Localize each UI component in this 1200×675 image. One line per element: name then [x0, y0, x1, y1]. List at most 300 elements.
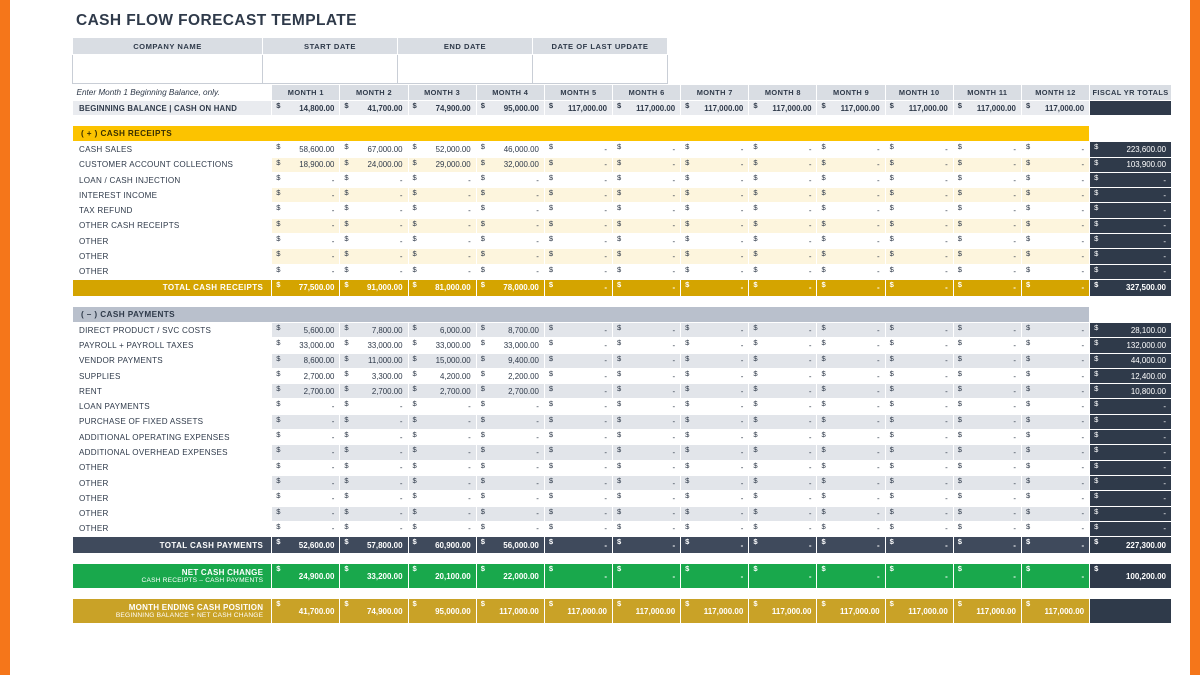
- receipts-cell-m8[interactable]: $ -: [749, 264, 817, 279]
- payments-cell-m5[interactable]: $ -: [544, 430, 612, 445]
- payments-cell-m6[interactable]: $ -: [613, 506, 681, 521]
- payments-cell-m1[interactable]: $ 2,700.00: [272, 384, 340, 399]
- payments-cell-m11[interactable]: $ -: [953, 399, 1021, 414]
- payments-cell-m5[interactable]: $ -: [544, 460, 612, 475]
- payments-cell-m2[interactable]: $ 2,700.00: [340, 384, 408, 399]
- receipts-cell-m1[interactable]: $ 18,900.00: [272, 157, 340, 172]
- receipts-cell-m11[interactable]: $ -: [953, 142, 1021, 157]
- payments-cell-m12[interactable]: $ -: [1021, 414, 1089, 429]
- payments-cell-m7[interactable]: $ -: [681, 338, 749, 353]
- payments-cell-m4[interactable]: $ -: [476, 491, 544, 506]
- beginning-balance-m1[interactable]: $ 14,800.00: [272, 101, 340, 116]
- total-payments-m9: $ -: [817, 537, 885, 554]
- receipts-cell-m12[interactable]: $ -: [1021, 142, 1089, 157]
- receipts-cell-m3[interactable]: $ -: [408, 218, 476, 233]
- payments-cell-m2[interactable]: $ -: [340, 491, 408, 506]
- payments-cell-m12[interactable]: $ -: [1021, 506, 1089, 521]
- receipts-cell-m5[interactable]: $ -: [544, 172, 612, 187]
- payments-cell-m8[interactable]: $ -: [749, 430, 817, 445]
- payments-cell-m7[interactable]: $ -: [681, 399, 749, 414]
- payments-cell-m11[interactable]: $ -: [953, 445, 1021, 460]
- payments-cell-m5[interactable]: $ -: [544, 368, 612, 383]
- receipts-cell-m3[interactable]: $ 52,000.00: [408, 142, 476, 157]
- payments-cell-m6[interactable]: $ -: [613, 445, 681, 460]
- receipts-cell-m9[interactable]: $ -: [817, 188, 885, 203]
- receipts-cell-m1[interactable]: $ -: [272, 188, 340, 203]
- payments-cell-m8[interactable]: $ -: [749, 384, 817, 399]
- payments-row: [73, 353, 1172, 368]
- payments-cell-m9[interactable]: $ -: [817, 491, 885, 506]
- payments-cell-m2[interactable]: $ -: [340, 460, 408, 475]
- total-payments-m2: $ 57,800.00: [340, 537, 408, 554]
- payments-cell-m7[interactable]: $ -: [681, 491, 749, 506]
- payments-cell-m10[interactable]: $ -: [885, 445, 953, 460]
- payments-cell-m8[interactable]: $ -: [749, 475, 817, 490]
- receipts-cell-m9[interactable]: $ -: [817, 218, 885, 233]
- net-change-m1: $ 24,900.00: [272, 564, 340, 589]
- receipts-cell-m7[interactable]: $ -: [681, 188, 749, 203]
- payments-cell-m12[interactable]: $ -: [1021, 430, 1089, 445]
- beginning-balance-m5[interactable]: $ 117,000.00: [544, 101, 612, 116]
- payments-cell-m6[interactable]: $ -: [613, 338, 681, 353]
- payments-cell-m10[interactable]: $ -: [885, 322, 953, 337]
- beginning-balance-m9[interactable]: $ 117,000.00: [817, 101, 885, 116]
- receipts-cell-m11[interactable]: $ -: [953, 188, 1021, 203]
- receipts-cell-m1[interactable]: $ -: [272, 234, 340, 249]
- payments-cell-m12[interactable]: $ -: [1021, 322, 1089, 337]
- receipts-cell-m12[interactable]: $ -: [1021, 218, 1089, 233]
- payments-cell-m2[interactable]: $ -: [340, 399, 408, 414]
- receipts-cell-m6[interactable]: $ -: [613, 157, 681, 172]
- input-last-update[interactable]: [533, 55, 668, 84]
- receipts-cell-m7[interactable]: $ -: [681, 264, 749, 279]
- payments-cell-m7[interactable]: $ -: [681, 475, 749, 490]
- payments-cell-m2[interactable]: $ 7,800.00: [340, 322, 408, 337]
- payments-cell-m12[interactable]: $ -: [1021, 384, 1089, 399]
- receipts-cell-m11[interactable]: $ -: [953, 203, 1021, 218]
- receipts-cell-m1[interactable]: $ -: [272, 264, 340, 279]
- payments-cell-m6[interactable]: $ -: [613, 368, 681, 383]
- payments-cell-m5[interactable]: $ -: [544, 475, 612, 490]
- receipts-cell-m8[interactable]: $ -: [749, 157, 817, 172]
- payments-cell-m9[interactable]: $ -: [817, 506, 885, 521]
- receipts-cell-m5[interactable]: $ -: [544, 188, 612, 203]
- receipts-cell-m4[interactable]: $ -: [476, 218, 544, 233]
- payments-cell-m2[interactable]: $ 3,300.00: [340, 368, 408, 383]
- receipts-cell-m4[interactable]: $ -: [476, 203, 544, 218]
- beginning-balance-m2[interactable]: $ 41,700.00: [340, 101, 408, 116]
- receipts-cell-m12[interactable]: $ -: [1021, 157, 1089, 172]
- payments-cell-m8[interactable]: $ -: [749, 353, 817, 368]
- payments-cell-m3[interactable]: $ -: [408, 430, 476, 445]
- payments-cell-m6[interactable]: $ -: [613, 322, 681, 337]
- receipts-cell-m5[interactable]: $ -: [544, 264, 612, 279]
- payments-cell-m7[interactable]: $ -: [681, 430, 749, 445]
- receipts-cell-m2[interactable]: $ -: [340, 264, 408, 279]
- payments-cell-m3[interactable]: $ -: [408, 460, 476, 475]
- payments-cell-m4[interactable]: $ 8,700.00: [476, 322, 544, 337]
- payments-cell-m2[interactable]: $ 11,000.00: [340, 353, 408, 368]
- beginning-balance-m11[interactable]: $ 117,000.00: [953, 101, 1021, 116]
- receipts-cell-m1[interactable]: $ 58,600.00: [272, 142, 340, 157]
- payments-cell-m9[interactable]: $ -: [817, 445, 885, 460]
- receipts-cell-m11[interactable]: $ -: [953, 264, 1021, 279]
- input-company-name[interactable]: [73, 55, 263, 84]
- payments-cell-m11[interactable]: $ -: [953, 506, 1021, 521]
- payments-cell-m7[interactable]: $ -: [681, 368, 749, 383]
- receipts-cell-m2[interactable]: $ -: [340, 188, 408, 203]
- receipts-cell-m3[interactable]: $ -: [408, 249, 476, 264]
- receipts-cell-m8[interactable]: $ -: [749, 234, 817, 249]
- receipts-cell-m4[interactable]: $ -: [476, 172, 544, 187]
- receipts-cell-m7[interactable]: $ -: [681, 157, 749, 172]
- receipts-cell-m10[interactable]: $ -: [885, 249, 953, 264]
- payments-cell-m2[interactable]: $ -: [340, 521, 408, 536]
- payments-cell-m12[interactable]: $ -: [1021, 399, 1089, 414]
- receipts-cell-m1[interactable]: $ -: [272, 203, 340, 218]
- payments-cell-m8[interactable]: $ -: [749, 521, 817, 536]
- payments-cell-m7[interactable]: $ -: [681, 445, 749, 460]
- payments-cell-m6[interactable]: $ -: [613, 475, 681, 490]
- payments-cell-m3[interactable]: $ -: [408, 475, 476, 490]
- payments-cell-m9[interactable]: $ -: [817, 322, 885, 337]
- payments-cell-m4[interactable]: $ -: [476, 445, 544, 460]
- receipts-cell-m2[interactable]: $ 24,000.00: [340, 157, 408, 172]
- payments-cell-m7[interactable]: $ -: [681, 353, 749, 368]
- payments-cell-m4[interactable]: $ 9,400.00: [476, 353, 544, 368]
- payments-cell-m5[interactable]: $ -: [544, 322, 612, 337]
- payments-cell-m10[interactable]: $ -: [885, 506, 953, 521]
- payments-cell-m4[interactable]: $ -: [476, 430, 544, 445]
- payments-cell-m1[interactable]: $ -: [272, 399, 340, 414]
- receipts-row-label: CASH SALES: [73, 142, 272, 157]
- payments-cell-m1[interactable]: $ -: [272, 475, 340, 490]
- payments-cell-m10[interactable]: $ -: [885, 430, 953, 445]
- payments-cell-m5[interactable]: $ -: [544, 353, 612, 368]
- receipts-cell-m7[interactable]: $ -: [681, 203, 749, 218]
- receipts-cell-m9[interactable]: $ -: [817, 172, 885, 187]
- receipts-cell-m6[interactable]: $ -: [613, 249, 681, 264]
- payments-cell-m9[interactable]: $ -: [817, 368, 885, 383]
- payments-cell-m9[interactable]: $ -: [817, 399, 885, 414]
- payments-cell-m1[interactable]: $ -: [272, 506, 340, 521]
- payments-cell-m4[interactable]: $ -: [476, 414, 544, 429]
- receipts-cell-m8[interactable]: $ -: [749, 188, 817, 203]
- receipts-cell-m5[interactable]: $ -: [544, 157, 612, 172]
- payments-cell-m6[interactable]: $ -: [613, 384, 681, 399]
- receipts-cell-m4[interactable]: $ 46,000.00: [476, 142, 544, 157]
- payments-cell-m8[interactable]: $ -: [749, 506, 817, 521]
- receipts-cell-m10[interactable]: $ -: [885, 172, 953, 187]
- receipts-cell-m10[interactable]: $ -: [885, 142, 953, 157]
- receipts-cell-m6[interactable]: $ -: [613, 218, 681, 233]
- payments-cell-m3[interactable]: $ -: [408, 414, 476, 429]
- payments-cell-m1[interactable]: $ -: [272, 445, 340, 460]
- receipts-cell-m4[interactable]: $ -: [476, 234, 544, 249]
- payments-cell-m3[interactable]: $ -: [408, 491, 476, 506]
- payments-cell-m10[interactable]: $ -: [885, 460, 953, 475]
- receipts-cell-m9[interactable]: $ -: [817, 249, 885, 264]
- payments-cell-m11[interactable]: $ -: [953, 338, 1021, 353]
- receipts-cell-m10[interactable]: $ -: [885, 218, 953, 233]
- payments-cell-m7[interactable]: $ -: [681, 384, 749, 399]
- receipts-cell-m10[interactable]: $ -: [885, 264, 953, 279]
- payments-cell-m8[interactable]: $ -: [749, 414, 817, 429]
- payments-cell-m7[interactable]: $ -: [681, 322, 749, 337]
- receipts-cell-m11[interactable]: $ -: [953, 172, 1021, 187]
- payments-cell-m5[interactable]: $ -: [544, 384, 612, 399]
- payments-cell-m8[interactable]: $ -: [749, 368, 817, 383]
- payments-cell-m5[interactable]: $ -: [544, 521, 612, 536]
- payments-cell-m5[interactable]: $ -: [544, 506, 612, 521]
- payments-cell-m4[interactable]: $ 33,000.00: [476, 338, 544, 353]
- payments-cell-m4[interactable]: $ -: [476, 475, 544, 490]
- payments-cell-m9[interactable]: $ -: [817, 475, 885, 490]
- payments-cell-m12[interactable]: $ -: [1021, 338, 1089, 353]
- receipts-cell-m8[interactable]: $ -: [749, 249, 817, 264]
- receipts-cell-m1[interactable]: $ -: [272, 218, 340, 233]
- payments-cell-m9[interactable]: $ -: [817, 430, 885, 445]
- payments-cell-m11[interactable]: $ -: [953, 368, 1021, 383]
- beginning-balance-m4[interactable]: $ 95,000.00: [476, 101, 544, 116]
- payments-cell-m2[interactable]: $ -: [340, 475, 408, 490]
- total-payments-fy: $ 227,300.00: [1090, 537, 1172, 554]
- payments-cell-m4[interactable]: $ -: [476, 506, 544, 521]
- payments-cell-m10[interactable]: $ -: [885, 414, 953, 429]
- payments-cell-m4[interactable]: $ 2,200.00: [476, 368, 544, 383]
- payments-cell-m10[interactable]: $ -: [885, 491, 953, 506]
- receipts-cell-m5[interactable]: $ -: [544, 249, 612, 264]
- receipts-cell-m6[interactable]: $ -: [613, 172, 681, 187]
- receipts-cell-m9[interactable]: $ -: [817, 264, 885, 279]
- payments-cell-m5[interactable]: $ -: [544, 445, 612, 460]
- payments-cell-m11[interactable]: $ -: [953, 460, 1021, 475]
- payments-cell-m2[interactable]: $ 33,000.00: [340, 338, 408, 353]
- receipts-cell-m11[interactable]: $ -: [953, 234, 1021, 249]
- payments-cell-m3[interactable]: $ -: [408, 506, 476, 521]
- beginning-balance-m3[interactable]: $ 74,900.00: [408, 101, 476, 116]
- receipts-cell-m9[interactable]: $ -: [817, 234, 885, 249]
- payments-cell-m11[interactable]: $ -: [953, 475, 1021, 490]
- payments-cell-m8[interactable]: $ -: [749, 460, 817, 475]
- payments-cell-m1[interactable]: $ -: [272, 521, 340, 536]
- input-end-date[interactable]: [398, 55, 533, 84]
- payments-cell-m10[interactable]: $ -: [885, 521, 953, 536]
- payments-cell-m8[interactable]: $ -: [749, 445, 817, 460]
- payments-cell-m10[interactable]: $ -: [885, 399, 953, 414]
- payments-cell-m12[interactable]: $ -: [1021, 475, 1089, 490]
- receipts-cell-m10[interactable]: $ -: [885, 157, 953, 172]
- beginning-balance-m7[interactable]: $ 117,000.00: [681, 101, 749, 116]
- receipts-cell-m8[interactable]: $ -: [749, 203, 817, 218]
- receipts-cell-m7[interactable]: $ -: [681, 249, 749, 264]
- payments-cell-m7[interactable]: $ -: [681, 460, 749, 475]
- beginning-balance-m12[interactable]: $ 117,000.00: [1021, 101, 1089, 116]
- payments-cell-m8[interactable]: $ -: [749, 338, 817, 353]
- payments-cell-m10[interactable]: $ -: [885, 384, 953, 399]
- receipts-cell-m9[interactable]: $ -: [817, 142, 885, 157]
- payments-cell-m12[interactable]: $ -: [1021, 521, 1089, 536]
- payments-cell-m1[interactable]: $ 33,000.00: [272, 338, 340, 353]
- payments-cell-m6[interactable]: $ -: [613, 399, 681, 414]
- payments-cell-m3[interactable]: $ -: [408, 521, 476, 536]
- payments-cell-m7[interactable]: $ -: [681, 414, 749, 429]
- payments-cell-m3[interactable]: $ 15,000.00: [408, 353, 476, 368]
- payments-cell-m6[interactable]: $ -: [613, 460, 681, 475]
- receipts-cell-m4[interactable]: $ -: [476, 188, 544, 203]
- payments-cell-m9[interactable]: $ -: [817, 460, 885, 475]
- payments-cell-m5[interactable]: $ -: [544, 399, 612, 414]
- payments-cell-m9[interactable]: $ -: [817, 521, 885, 536]
- payments-cell-m12[interactable]: $ -: [1021, 353, 1089, 368]
- receipts-cell-m5[interactable]: $ -: [544, 142, 612, 157]
- receipts-cell-m6[interactable]: $ -: [613, 234, 681, 249]
- receipts-cell-m8[interactable]: $ -: [749, 172, 817, 187]
- payments-cell-m6[interactable]: $ -: [613, 521, 681, 536]
- receipts-cell-m4[interactable]: $ 32,000.00: [476, 157, 544, 172]
- beginning-balance-m10[interactable]: $ 117,000.00: [885, 101, 953, 116]
- receipts-cell-m12[interactable]: $ -: [1021, 234, 1089, 249]
- payments-cell-m6[interactable]: $ -: [613, 414, 681, 429]
- payments-cell-m3[interactable]: $ 33,000.00: [408, 338, 476, 353]
- receipts-cell-m8[interactable]: $ -: [749, 142, 817, 157]
- receipts-cell-m7[interactable]: $ -: [681, 234, 749, 249]
- payments-cell-m11[interactable]: $ -: [953, 430, 1021, 445]
- receipts-cell-m3[interactable]: $ 29,000.00: [408, 157, 476, 172]
- payments-cell-m1[interactable]: $ 5,600.00: [272, 322, 340, 337]
- receipts-cell-m3[interactable]: $ -: [408, 188, 476, 203]
- receipts-cell-m12[interactable]: $ -: [1021, 249, 1089, 264]
- payments-cell-m1[interactable]: $ 2,700.00: [272, 368, 340, 383]
- payments-cell-m9[interactable]: $ -: [817, 414, 885, 429]
- receipts-cell-m1[interactable]: $ -: [272, 249, 340, 264]
- payments-cell-m11[interactable]: $ -: [953, 491, 1021, 506]
- payments-cell-m2[interactable]: $ -: [340, 506, 408, 521]
- payments-cell-m4[interactable]: $ -: [476, 460, 544, 475]
- receipts-cell-m2[interactable]: $ -: [340, 172, 408, 187]
- receipts-cell-m6[interactable]: $ -: [613, 264, 681, 279]
- payments-cell-m1[interactable]: $ -: [272, 491, 340, 506]
- payments-cell-m3[interactable]: $ -: [408, 445, 476, 460]
- payments-cell-m11[interactable]: $ -: [953, 521, 1021, 536]
- receipts-cell-m8[interactable]: $ -: [749, 218, 817, 233]
- payments-cell-m4[interactable]: $ -: [476, 399, 544, 414]
- payments-cell-m6[interactable]: $ -: [613, 491, 681, 506]
- beginning-balance-m8[interactable]: $ 117,000.00: [749, 101, 817, 116]
- payments-cell-m2[interactable]: $ -: [340, 430, 408, 445]
- receipts-cell-m11[interactable]: $ -: [953, 249, 1021, 264]
- payments-cell-m11[interactable]: $ -: [953, 414, 1021, 429]
- payments-cell-m2[interactable]: $ -: [340, 445, 408, 460]
- receipts-cell-m10[interactable]: $ -: [885, 234, 953, 249]
- input-start-date[interactable]: [263, 55, 398, 84]
- payments-cell-m5[interactable]: $ -: [544, 491, 612, 506]
- payments-cell-m9[interactable]: $ -: [817, 384, 885, 399]
- payments-cell-m6[interactable]: $ -: [613, 430, 681, 445]
- payments-cell-m12[interactable]: $ -: [1021, 445, 1089, 460]
- receipts-cell-m11[interactable]: $ -: [953, 218, 1021, 233]
- payments-cell-m9[interactable]: $ -: [817, 353, 885, 368]
- receipts-cell-m10[interactable]: $ -: [885, 203, 953, 218]
- payments-cell-m1[interactable]: $ 8,600.00: [272, 353, 340, 368]
- row-spacer: [73, 554, 1172, 564]
- payments-cell-m7[interactable]: $ -: [681, 506, 749, 521]
- payments-cell-m3[interactable]: $ -: [408, 399, 476, 414]
- receipts-cell-m3[interactable]: $ -: [408, 203, 476, 218]
- payments-cell-m4[interactable]: $ 2,700.00: [476, 384, 544, 399]
- receipts-cell-m12[interactable]: $ -: [1021, 188, 1089, 203]
- receipts-cell-m12[interactable]: $ -: [1021, 264, 1089, 279]
- payments-cell-m11[interactable]: $ -: [953, 384, 1021, 399]
- payments-cell-m3[interactable]: $ 6,000.00: [408, 322, 476, 337]
- receipts-cell-m12[interactable]: $ -: [1021, 203, 1089, 218]
- receipts-cell-m7[interactable]: $ -: [681, 142, 749, 157]
- receipts-cell-m7[interactable]: $ -: [681, 218, 749, 233]
- payments-cell-m11[interactable]: $ -: [953, 322, 1021, 337]
- payments-cell-m4[interactable]: $ -: [476, 521, 544, 536]
- receipts-cell-m9[interactable]: $ -: [817, 157, 885, 172]
- beginning-balance-m6[interactable]: $ 117,000.00: [613, 101, 681, 116]
- payments-cell-m10[interactable]: $ -: [885, 353, 953, 368]
- payments-cell-m10[interactable]: $ -: [885, 338, 953, 353]
- receipts-cell-m6[interactable]: $ -: [613, 188, 681, 203]
- payments-cell-m1[interactable]: $ -: [272, 460, 340, 475]
- payments-cell-m6[interactable]: $ -: [613, 353, 681, 368]
- receipts-cell-m9[interactable]: $ -: [817, 203, 885, 218]
- payments-cell-m11[interactable]: $ -: [953, 353, 1021, 368]
- payments-cell-m10[interactable]: $ -: [885, 368, 953, 383]
- receipts-cell-m5[interactable]: $ -: [544, 218, 612, 233]
- payments-cell-m5[interactable]: $ -: [544, 414, 612, 429]
- receipts-cell-m5[interactable]: $ -: [544, 234, 612, 249]
- receipts-cell-m4[interactable]: $ -: [476, 249, 544, 264]
- receipts-cell-m2[interactable]: $ 67,000.00: [340, 142, 408, 157]
- receipts-cell-m2[interactable]: $ -: [340, 234, 408, 249]
- payments-cell-m8[interactable]: $ -: [749, 399, 817, 414]
- payments-cell-m2[interactable]: $ -: [340, 414, 408, 429]
- receipts-cell-m4[interactable]: $ -: [476, 264, 544, 279]
- payments-cell-m1[interactable]: $ -: [272, 430, 340, 445]
- receipts-cell-m6[interactable]: $ -: [613, 203, 681, 218]
- receipts-cell-m3[interactable]: $ -: [408, 234, 476, 249]
- payments-cell-m12[interactable]: $ -: [1021, 368, 1089, 383]
- payments-cell-m7[interactable]: $ -: [681, 521, 749, 536]
- payments-cell-m3[interactable]: $ 2,700.00: [408, 384, 476, 399]
- receipts-row: [73, 157, 1172, 172]
- payments-cell-m8[interactable]: $ -: [749, 322, 817, 337]
- payments-cell-m12[interactable]: $ -: [1021, 491, 1089, 506]
- payments-cell-m10[interactable]: $ -: [885, 475, 953, 490]
- receipts-cell-m7[interactable]: $ -: [681, 172, 749, 187]
- receipts-cell-m1[interactable]: $ -: [272, 172, 340, 187]
- receipts-cell-m5[interactable]: $ -: [544, 203, 612, 218]
- receipts-cell-m2[interactable]: $ -: [340, 218, 408, 233]
- receipts-cell-m3[interactable]: $ -: [408, 264, 476, 279]
- payments-cell-m3[interactable]: $ 4,200.00: [408, 368, 476, 383]
- payments-cell-m9[interactable]: $ -: [817, 338, 885, 353]
- receipts-cell-m3[interactable]: $ -: [408, 172, 476, 187]
- receipts-cell-m12[interactable]: $ -: [1021, 172, 1089, 187]
- receipts-cell-m2[interactable]: $ -: [340, 203, 408, 218]
- receipts-cell-m11[interactable]: $ -: [953, 157, 1021, 172]
- payments-cell-m12[interactable]: $ -: [1021, 460, 1089, 475]
- payments-cell-m1[interactable]: $ -: [272, 414, 340, 429]
- receipts-cell-m6[interactable]: $ -: [613, 142, 681, 157]
- payments-cell-m8[interactable]: $ -: [749, 491, 817, 506]
- receipts-cell-m10[interactable]: $ -: [885, 188, 953, 203]
- payments-cell-m5[interactable]: $ -: [544, 338, 612, 353]
- receipts-cell-m2[interactable]: $ -: [340, 249, 408, 264]
